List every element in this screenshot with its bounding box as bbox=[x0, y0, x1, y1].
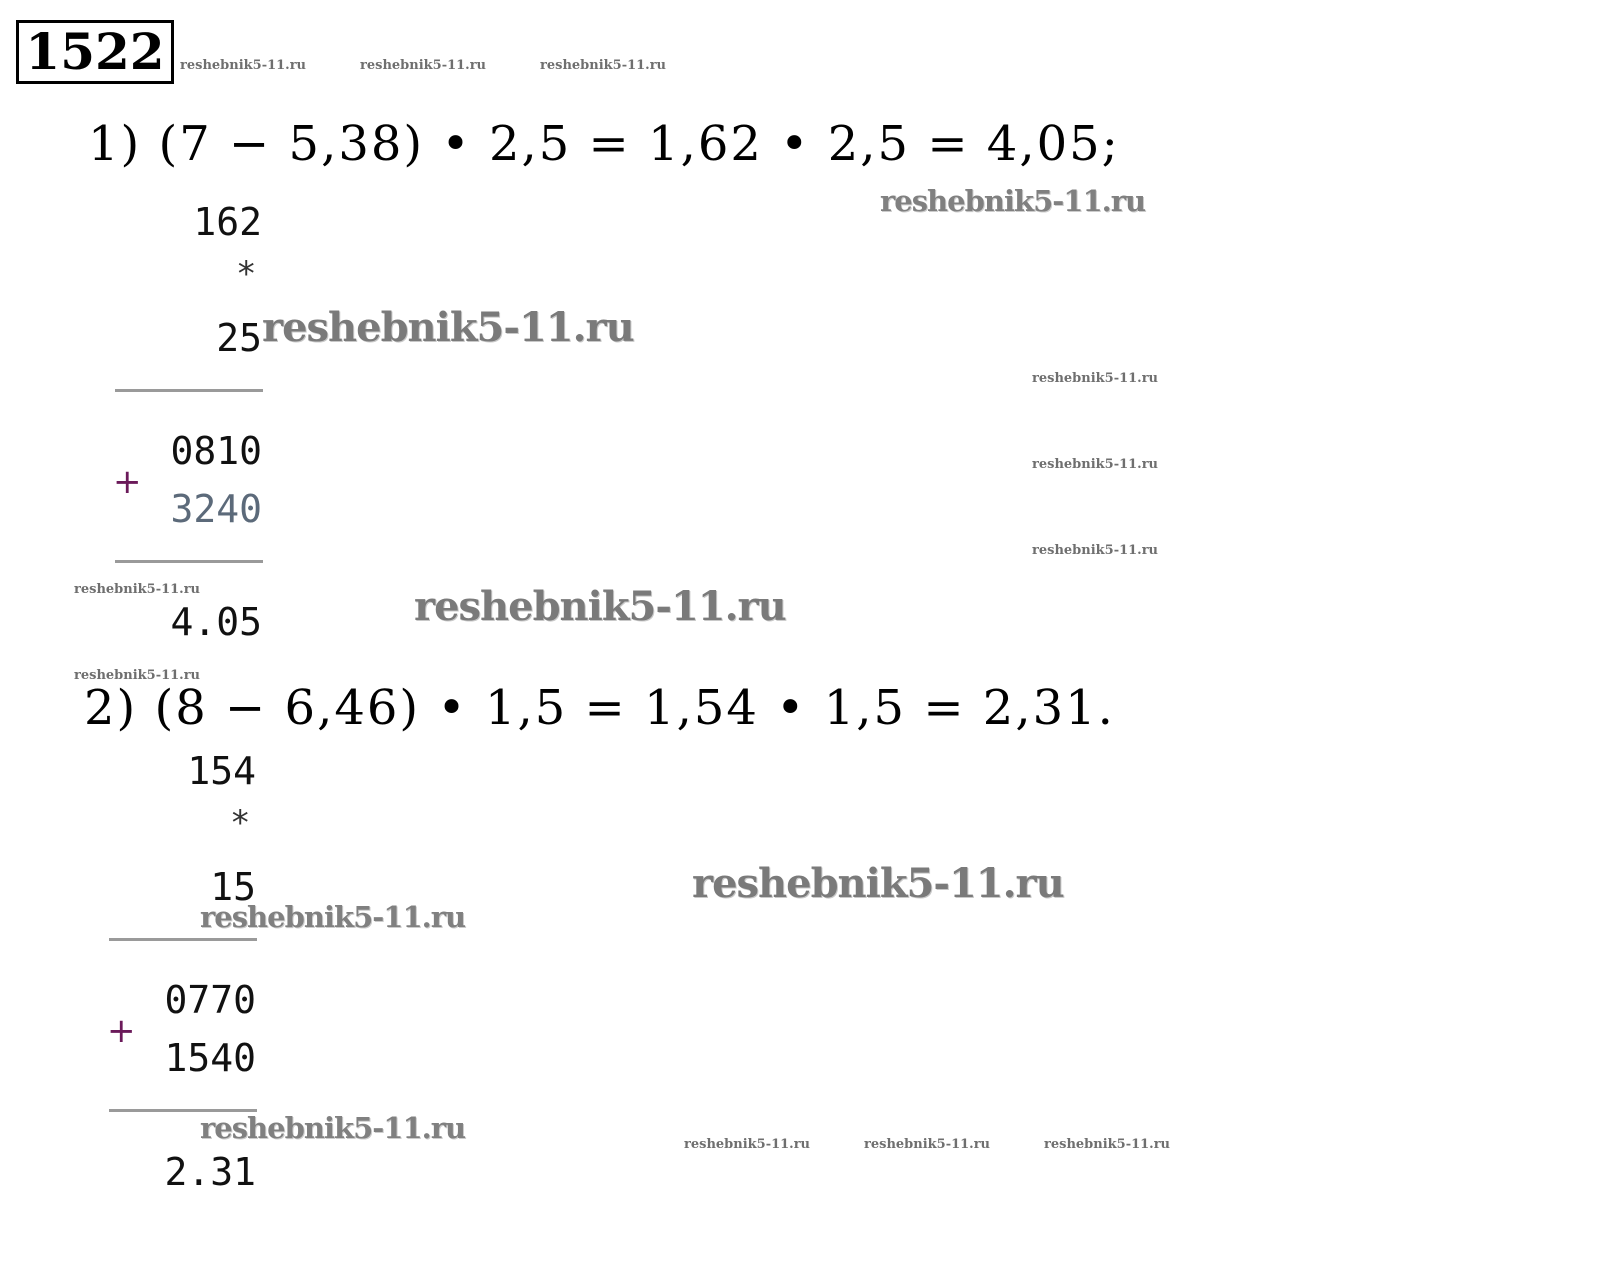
partial-product-1b: 3240 bbox=[170, 487, 262, 531]
watermark: reshebnik5-11.ru bbox=[1032, 457, 1159, 472]
multiplicand-1: 162 bbox=[193, 200, 262, 244]
result-2: 2.31 bbox=[164, 1150, 256, 1194]
multiply-sign-1: * bbox=[236, 254, 257, 294]
multiplier-2: 15 bbox=[210, 865, 256, 909]
partial-product-2a: 0770 bbox=[164, 978, 256, 1022]
watermark: reshebnik5-11.ru bbox=[74, 668, 201, 683]
watermark: reshebnik5-11.ru bbox=[692, 860, 1064, 907]
watermark: reshebnik5-11.ru bbox=[880, 184, 1146, 218]
equation-part-1: 1) (7 − 5,38) • 2,5 = 1,62 • 2,5 = 4,05; bbox=[88, 116, 1120, 172]
divider-line bbox=[109, 938, 257, 941]
plus-sign-1: + bbox=[113, 462, 142, 502]
result-1: 4.05 bbox=[170, 600, 262, 644]
watermark: reshebnik5-11.ru bbox=[262, 304, 634, 351]
watermark: reshebnik5-11.ru bbox=[1044, 1137, 1171, 1152]
watermark: reshebnik5-11.ru bbox=[1032, 371, 1159, 386]
watermark: reshebnik5-11.ru bbox=[1032, 543, 1159, 558]
divider-line bbox=[115, 560, 263, 563]
problem-number-box: 1522 bbox=[16, 20, 174, 84]
divider-line bbox=[115, 389, 263, 392]
watermark: reshebnik5-11.ru bbox=[180, 58, 307, 73]
equation-part-2: 2) (8 − 6,46) • 1,5 = 1,54 • 1,5 = 2,31. bbox=[84, 680, 1115, 736]
watermark: reshebnik5-11.ru bbox=[360, 58, 487, 73]
watermark: reshebnik5-11.ru bbox=[540, 58, 667, 73]
watermark: reshebnik5-11.ru bbox=[200, 1111, 466, 1145]
plus-sign-2: + bbox=[107, 1011, 136, 1051]
multiply-sign-2: * bbox=[230, 803, 251, 843]
watermark: reshebnik5-11.ru bbox=[414, 583, 786, 630]
multiplicand-2: 154 bbox=[187, 749, 256, 793]
watermark: reshebnik5-11.ru bbox=[684, 1137, 811, 1152]
partial-product-1a: 0810 bbox=[170, 429, 262, 473]
watermark: reshebnik5-11.ru bbox=[200, 900, 466, 934]
partial-product-2b: 1540 bbox=[164, 1036, 256, 1080]
watermark: reshebnik5-11.ru bbox=[74, 582, 201, 597]
watermark: reshebnik5-11.ru bbox=[864, 1137, 991, 1152]
multiplier-1: 25 bbox=[216, 316, 262, 360]
